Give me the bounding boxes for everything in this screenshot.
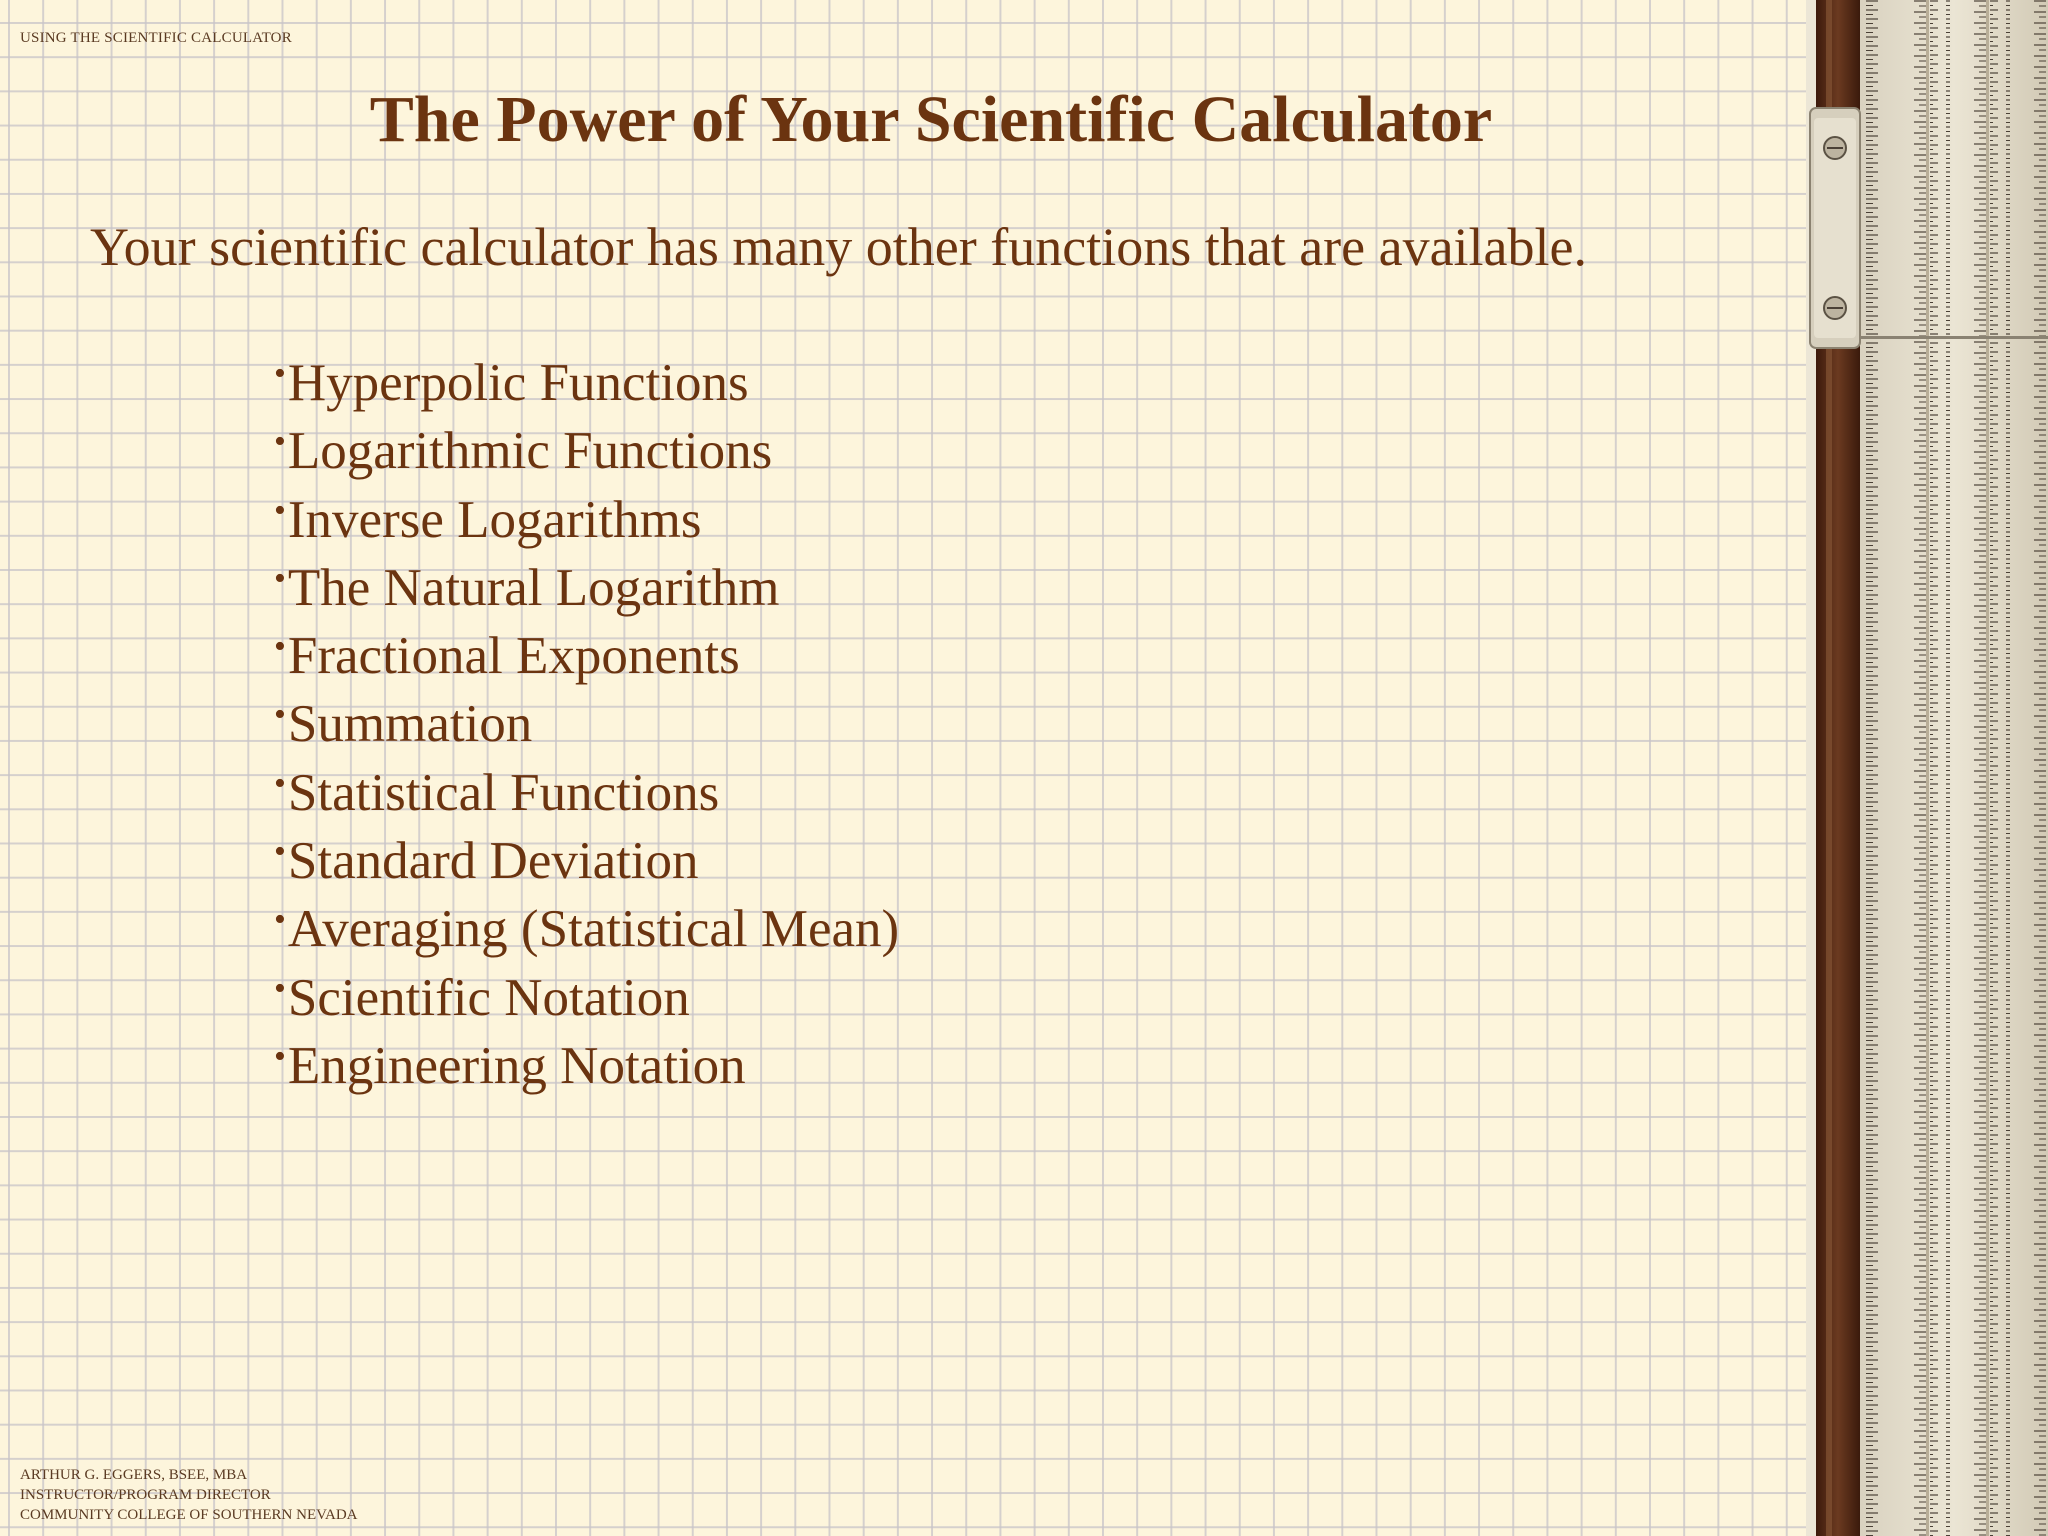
list-item-text: Summation — [287, 695, 533, 754]
slide-rule-decoration — [1806, 0, 2048, 1536]
list-item — [274, 886, 900, 959]
bullet-icon: • — [274, 969, 286, 1007]
list-item — [274, 408, 899, 481]
intro-text: Your scientific calculator has many other functions that are available. — [90, 217, 1587, 277]
footer-role: INSTRUCTOR/PROGRAM DIRECTOR — [20, 1487, 271, 1503]
list-item — [274, 545, 899, 617]
footer-institution: COMMUNITY COLLEGE OF SOUTHERN NEVADA — [20, 1507, 358, 1523]
bullet-icon: • — [274, 355, 286, 392]
list-item — [274, 955, 899, 1027]
bullet-icon: • — [274, 628, 286, 666]
function-list — [274, 340, 900, 1095]
slide-rule-image — [1806, 0, 2048, 1536]
slide-header: USING THE SCIENTIFIC CALCULATOR — [20, 30, 292, 46]
bullet-icon: • — [274, 696, 286, 734]
bullet-icon: • — [274, 423, 286, 461]
list-item-text: Logarithmic Functions — [287, 422, 773, 481]
bullet-icon: • — [274, 559, 286, 597]
slide-footer — [20, 1465, 358, 1525]
list-item-text: The Natural Logarithm — [287, 558, 780, 617]
list-item-text: Averaging (Statistical Mean) — [287, 900, 900, 959]
list-item-text: Fractional Exponents — [287, 627, 740, 686]
list-item — [274, 818, 899, 891]
list-item-text: Hyperpolic Functions — [287, 354, 749, 412]
list-item — [274, 750, 899, 822]
list-item — [274, 681, 899, 754]
slide-title: The Power of Your Scientific Calculator — [369, 83, 1493, 156]
list-item — [274, 613, 899, 686]
bullet-icon: • — [274, 901, 286, 939]
list-item — [274, 1023, 899, 1095]
list-item — [274, 340, 899, 412]
list-item — [274, 477, 899, 549]
list-item-text: Standard Deviation — [287, 832, 699, 891]
bullet-icon: • — [274, 833, 286, 871]
footer-author: ARTHUR G. EGGERS, BSEE, MBA — [20, 1467, 248, 1483]
list-item-text: Scientific Notation — [287, 968, 690, 1027]
bullet-icon: • — [274, 1037, 286, 1075]
list-item-text: Statistical Functions — [287, 763, 720, 822]
bullet-icon: • — [274, 491, 286, 529]
list-item-text: Engineering Notation — [287, 1036, 746, 1095]
bullet-icon: • — [274, 764, 286, 802]
list-item-text: Inverse Logarithms — [287, 490, 702, 549]
